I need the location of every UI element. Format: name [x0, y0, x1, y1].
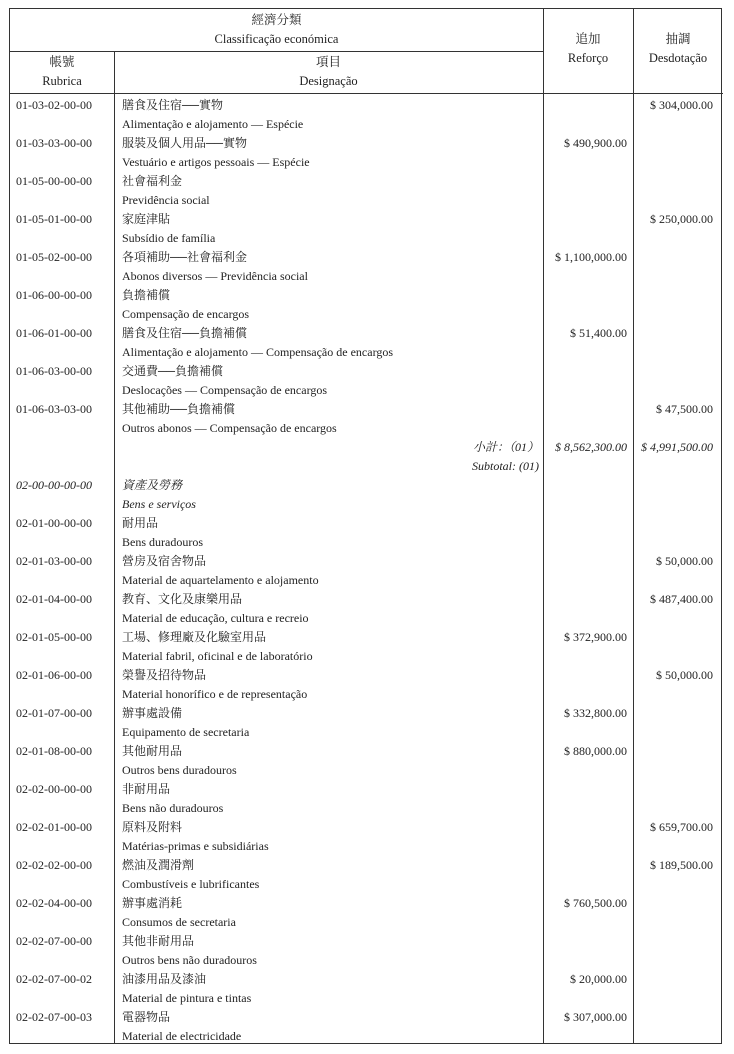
row-designation-zh: 電器物品 [122, 1010, 171, 1024]
budget-table [9, 8, 722, 1044]
header-reforco-pt: Reforço [567, 51, 609, 65]
row-designation-zh: 負擔補償 [122, 288, 171, 302]
row-reforco: $ 20,000.00 [570, 972, 627, 986]
table-row [10, 285, 723, 323]
row-code: 01-05-00-00-00 [16, 174, 92, 188]
row-designation-pt: Material de aquartelamento e alojamento [122, 573, 319, 587]
row-reforco: $ 880,000.00 [564, 744, 627, 758]
row-code: 02-01-04-00-00 [16, 592, 92, 606]
table-row [10, 855, 723, 893]
table-row [10, 209, 723, 247]
row-desdotacao: $ 189,500.00 [650, 858, 713, 872]
row-designation-pt: Previdência social [122, 193, 210, 207]
row-designation-pt: Bens duradouros [122, 535, 203, 549]
divider [10, 51, 543, 52]
row-code: 02-00-00-00-00 [16, 478, 92, 492]
row-code: 01-03-02-00-00 [16, 98, 92, 112]
row-code: 02-01-00-00-00 [16, 516, 92, 530]
subtotal-row [10, 437, 723, 475]
table-row-section [10, 475, 723, 513]
table-row [10, 247, 723, 285]
row-reforco: $ 51,400.00 [570, 326, 627, 340]
row-code: 02-01-05-00-00 [16, 630, 92, 644]
table-row [10, 703, 723, 741]
row-code: 02-02-07-00-03 [16, 1010, 92, 1024]
row-reforco: $ 372,900.00 [564, 630, 627, 644]
row-designation-pt: Material de electricidade [122, 1029, 242, 1043]
header-rubrica-pt: Rubrica [42, 74, 82, 88]
table-row [10, 551, 723, 589]
row-designation-pt: Alimentação e alojamento — Compensação de encargos [122, 345, 394, 359]
table-row [10, 513, 723, 551]
table-row [10, 779, 723, 817]
row-designation-pt: Equipamento de secretaria [122, 725, 250, 739]
row-desdotacao: $ 47,500.00 [656, 402, 713, 416]
row-code: 02-02-00-00-00 [16, 782, 92, 796]
row-designation-pt: Abonos diversos — Previdência social [122, 269, 308, 283]
row-reforco: $ 490,900.00 [564, 136, 627, 150]
table-row [10, 969, 723, 1007]
row-designation-zh: 各項補助──社會福利金 [122, 250, 248, 264]
row-designation-zh: 耐用品 [122, 516, 159, 530]
row-code: 02-02-01-00-00 [16, 820, 92, 834]
row-designation-pt: Material de educação, cultura e recreio [122, 611, 309, 625]
subtotal-label-pt: Subtotal: (01) [472, 459, 539, 473]
row-code: 01-06-03-00-00 [16, 364, 92, 378]
header-classification-zh: 經濟分類 [251, 13, 302, 27]
row-code: 02-02-07-00-02 [16, 972, 92, 986]
header-desdotacao [633, 30, 723, 68]
row-desdotacao: $ 50,000.00 [656, 554, 713, 568]
table-row [10, 95, 723, 133]
row-code: 02-02-07-00-00 [16, 934, 92, 948]
header-reforco [543, 30, 633, 68]
header-desdotacao-pt: Desdotação [648, 51, 708, 65]
table-row [10, 893, 723, 931]
row-designation-pt: Bens não duradouros [122, 801, 224, 815]
row-designation-zh: 辦事處設備 [122, 706, 183, 720]
header-classification-pt: Classificação económica [214, 32, 339, 46]
row-designation-pt: Vestuário e artigos pessoais — Espécie [122, 155, 310, 169]
row-designation-zh: 社會福利金 [122, 174, 183, 188]
row-reforco: $ 1,100,000.00 [555, 250, 627, 264]
header-designacao-zh: 項目 [315, 55, 341, 69]
table-row [10, 589, 723, 627]
row-designation-pt: Matérias-primas e subsidiárias [122, 839, 269, 853]
row-designation-pt: Subsídio de família [122, 231, 216, 245]
header-rubrica [10, 53, 114, 91]
row-reforco: $ 332,800.00 [564, 706, 627, 720]
row-code: 02-01-03-00-00 [16, 554, 92, 568]
row-desdotacao: $ 659,700.00 [650, 820, 713, 834]
subtotal-label-zh: 小計：（01） [472, 440, 539, 454]
row-code: 01-05-01-00-00 [16, 212, 92, 226]
row-designation-zh: 非耐用品 [122, 782, 171, 796]
row-designation-pt: Consumos de secretaria [122, 915, 236, 929]
table-row [10, 665, 723, 703]
row-reforco: $ 760,500.00 [564, 896, 627, 910]
row-desdotacao: $ 50,000.00 [656, 668, 713, 682]
row-designation-zh: 膳食及住宿──實物 [122, 98, 224, 112]
row-designation-pt: Deslocações — Compensação de encargos [122, 383, 328, 397]
row-code: 02-01-08-00-00 [16, 744, 92, 758]
table-row [10, 627, 723, 665]
row-designation-pt: Outros abonos — Compensação de encargos [122, 421, 337, 435]
header-designacao-pt: Designação [299, 74, 358, 88]
row-code: 02-01-06-00-00 [16, 668, 92, 682]
table-row [10, 741, 723, 779]
row-designation-zh: 其他補助──負擔補償 [122, 402, 236, 416]
divider [10, 93, 723, 94]
row-code: 01-06-01-00-00 [16, 326, 92, 340]
row-code: 01-06-03-03-00 [16, 402, 92, 416]
row-designation-zh: 家庭津貼 [122, 212, 171, 226]
row-code: 01-06-00-00-00 [16, 288, 92, 302]
row-designation-pt: Material fabril, oficinal e de laboratório [122, 649, 313, 663]
table-row [10, 399, 723, 437]
row-designation-zh: 膳食及住宿──負擔補償 [122, 326, 248, 340]
row-designation-zh: 服裝及個人用品──實物 [122, 136, 248, 150]
row-designation-pt: Combustíveis e lubrificantes [122, 877, 260, 891]
row-designation-zh: 原料及附料 [122, 820, 183, 834]
row-designation-zh: 教育、文化及康樂用品 [122, 592, 243, 606]
row-designation-pt: Alimentação e alojamento — Espécie [122, 117, 304, 131]
subtotal-reforco: $ 8,562,300.00 [555, 440, 627, 454]
row-designation-zh: 榮譽及招待物品 [122, 668, 207, 682]
row-code: 01-03-03-00-00 [16, 136, 92, 150]
row-designation-zh: 資產及勞務 [122, 478, 183, 492]
table-row [10, 931, 723, 969]
table-row [10, 817, 723, 855]
table-row [10, 361, 723, 399]
row-code: 01-05-02-00-00 [16, 250, 92, 264]
table-row [10, 1007, 723, 1045]
row-designation-pt: Outros bens não duradouros [122, 953, 257, 967]
row-designation-pt: Material de pintura e tintas [122, 991, 252, 1005]
table-row [10, 323, 723, 361]
row-desdotacao: $ 487,400.00 [650, 592, 713, 606]
row-reforco: $ 307,000.00 [564, 1010, 627, 1024]
row-designation-zh: 辦事處消耗 [122, 896, 183, 910]
row-designation-pt: Outros bens duradouros [122, 763, 237, 777]
row-code: 02-02-04-00-00 [16, 896, 92, 910]
table-row [10, 133, 723, 171]
row-designation-zh: 油漆用品及漆油 [122, 972, 207, 986]
row-designation-zh: 其他耐用品 [122, 744, 183, 758]
row-designation-zh: 交通費──負擔補償 [122, 364, 224, 378]
header-desdotacao-zh: 抽調 [665, 32, 691, 46]
row-designation-zh: 燃油及潤滑劑 [122, 858, 195, 872]
header-rubrica-zh: 帳號 [49, 55, 75, 69]
row-designation-zh: 工場、修理廠及化驗室用品 [122, 630, 267, 644]
row-code: 02-02-02-00-00 [16, 858, 92, 872]
row-designation-pt: Material honorífico e de representação [122, 687, 308, 701]
row-desdotacao: $ 304,000.00 [650, 98, 713, 112]
row-desdotacao: $ 250,000.00 [650, 212, 713, 226]
row-designation-zh: 營房及宿舍物品 [122, 554, 207, 568]
row-designation-pt: Compensação de encargos [122, 307, 250, 321]
header-designacao [114, 53, 543, 91]
header-classification [10, 11, 543, 49]
table-row [10, 171, 723, 209]
subtotal-desdotacao: $ 4,991,500.00 [641, 440, 713, 454]
row-designation-pt: Bens e serviços [122, 497, 196, 511]
row-code: 02-01-07-00-00 [16, 706, 92, 720]
row-designation-zh: 其他非耐用品 [122, 934, 195, 948]
header-reforco-zh: 追加 [575, 32, 601, 46]
